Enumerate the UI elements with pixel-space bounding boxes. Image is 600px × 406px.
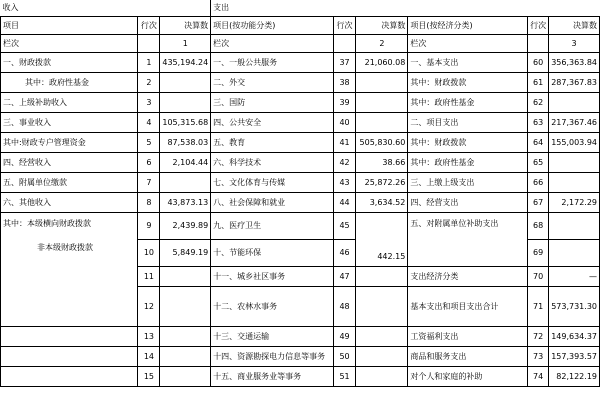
income-row-no: 7: [138, 173, 160, 193]
econ-item: 其中：政府性基金: [408, 93, 528, 113]
func-amount: [356, 73, 408, 93]
income-row-no: 12: [138, 287, 160, 327]
func-item: 十四、资源勘探电力信息等事务: [211, 347, 333, 367]
func-row-no: 51: [333, 367, 356, 387]
expense-section-title: 支出: [211, 0, 600, 17]
func-item: 二、外交: [211, 73, 333, 93]
func-item: 十二、农林水事务: [211, 287, 333, 327]
income-section-title: 收入: [1, 0, 211, 17]
econ-amount: 2,172.29: [549, 193, 600, 213]
income-item: 其中：政府性基金: [1, 73, 138, 93]
econ-amount: [549, 173, 600, 193]
econ-row-no: 62: [528, 93, 549, 113]
econ-item: 五、对附属单位补助支出: [408, 213, 528, 267]
income-row-no: 3: [138, 93, 160, 113]
income-item: 六、其他收入: [1, 193, 138, 213]
income-column-number: 1: [160, 35, 211, 53]
income-amount: [160, 73, 211, 93]
func-row-no: 46: [333, 240, 356, 267]
econ-item: 其中：政府性基金: [408, 153, 528, 173]
econ-row-no: 70: [528, 267, 549, 287]
func-row-no: 49: [333, 327, 356, 347]
income-amount: 2,104.44: [160, 153, 211, 173]
econ-amount: [549, 93, 600, 113]
econ-item: 支出经济分类: [408, 267, 528, 287]
func-amount: 505,830.60: [356, 133, 408, 153]
econ-item: 二、项目支出: [408, 113, 528, 133]
econ-row-header: 行次: [528, 17, 549, 35]
econ-amount: 155,003.94: [549, 133, 600, 153]
econ-row-no: 72: [528, 327, 549, 347]
income-item: [1, 213, 138, 327]
income-item: 五、附属单位缴款: [1, 173, 138, 193]
income-row-no: 15: [138, 367, 160, 387]
income-item: 四、经营收入: [1, 153, 138, 173]
econ-amount: 217,367.46: [549, 113, 600, 133]
func-row-no: 40: [333, 113, 356, 133]
table-row: [1, 367, 600, 387]
econ-row-no: 60: [528, 53, 549, 73]
econ-item: 三、上缴上级支出: [408, 173, 528, 193]
func-item: 五、教育: [211, 133, 333, 153]
income-item: 其中:财政专户管理资金: [1, 133, 138, 153]
func-row-no: 50: [333, 347, 356, 367]
econ-item: 工资福利支出: [408, 327, 528, 347]
func-item: 十五、商业服务业等事务: [211, 367, 333, 387]
func-amount: 3,634.52: [356, 193, 408, 213]
income-amount: 435,194.24: [160, 53, 211, 73]
econ-item: 四、经营支出: [408, 193, 528, 213]
econ-item: 其中：财政拨款: [408, 73, 528, 93]
func-amount: [356, 93, 408, 113]
table-row: [1, 327, 600, 347]
income-row-no: 1: [138, 53, 160, 73]
econ-row-no: 73: [528, 347, 549, 367]
econ-row-no: 68: [528, 213, 549, 240]
econ-amount: —: [549, 267, 600, 287]
econ-row-no: 67: [528, 193, 549, 213]
func-row-no: 41: [333, 133, 356, 153]
func-item: 十三、交通运输: [211, 327, 333, 347]
table-row: [1, 193, 600, 213]
func-amount-header: 决算数: [356, 17, 408, 35]
table-row: [1, 53, 600, 73]
income-amount: 105,315.68: [160, 113, 211, 133]
econ-item: 一、基本支出: [408, 53, 528, 73]
func-item: 三、国防: [211, 93, 333, 113]
func-item: 十一、城乡社区事务: [211, 267, 333, 287]
func-item: 九、医疗卫生: [211, 213, 333, 240]
func-row-no: 44: [333, 193, 356, 213]
income-item-header: 项目: [1, 17, 138, 35]
func-amount: [356, 113, 408, 133]
income-row-no: 11: [138, 267, 160, 287]
econ-amount: 573,731.30: [549, 287, 600, 327]
table-row: [1, 113, 600, 133]
func-row-no: 47: [333, 267, 356, 287]
econ-row-no: 61: [528, 73, 549, 93]
column-number-label: 栏次: [1, 35, 138, 53]
econ-row-no: 65: [528, 153, 549, 173]
income-item: 二、上级补助收入: [1, 93, 138, 113]
func-row-no: 39: [333, 93, 356, 113]
income-row-no: 9: [138, 213, 160, 240]
func-row-no: 48: [333, 287, 356, 327]
func-item-header: 项目(按功能分类): [211, 17, 333, 35]
table-row: [1, 93, 600, 113]
income-row-no: 5: [138, 133, 160, 153]
income-row-no: 13: [138, 327, 160, 347]
func-column-number: 2: [356, 35, 408, 53]
econ-row-no: 64: [528, 133, 549, 153]
func-amount: 38.66: [356, 153, 408, 173]
func-item: 八、社会保障和就业: [211, 193, 333, 213]
income-item: 一、财政拨款: [1, 53, 138, 73]
econ-amount: 287,367.83: [549, 73, 600, 93]
func-amount: 21,060.08: [356, 53, 408, 73]
table-row: [1, 347, 600, 367]
econ-amount: 356,363.84: [549, 53, 600, 73]
econ-amount-header: 决算数: [549, 17, 600, 35]
econ-row-no: 66: [528, 173, 549, 193]
func-item: 七、文化体育与传媒: [211, 173, 333, 193]
func-item: 四、公共安全: [211, 113, 333, 133]
income-row-no: 2: [138, 73, 160, 93]
income-amount: [160, 173, 211, 193]
func-item: 一、一般公共服务: [211, 53, 333, 73]
func-item: 六、科学技术: [211, 153, 333, 173]
econ-item: 基本支出和项目支出合计: [408, 287, 528, 327]
func-amount: 442.15: [356, 213, 408, 267]
econ-amount: 157,393.57: [549, 347, 600, 367]
income-row-no: 14: [138, 347, 160, 367]
econ-amount: [549, 153, 600, 173]
func-row-no: 43: [333, 173, 356, 193]
table-row: [1, 133, 600, 153]
income-row-no: 4: [138, 113, 160, 133]
econ-row-no: 71: [528, 287, 549, 327]
income-item: 三、事业收入: [1, 113, 138, 133]
income-amount: 2,439.89: [160, 213, 211, 240]
econ-row-no: 69: [528, 240, 549, 267]
econ-amount: 149,634.37: [549, 327, 600, 347]
econ-column-number: 3: [549, 35, 600, 53]
table-row: [1, 153, 600, 173]
income-amount: 87,538.03: [160, 133, 211, 153]
table-row: [1, 73, 600, 93]
econ-row-no: 74: [528, 367, 549, 387]
func-row-no: 38: [333, 73, 356, 93]
econ-row-no: 63: [528, 113, 549, 133]
income-amount: 5,849.19: [160, 240, 211, 267]
func-item: 十、节能环保: [211, 240, 333, 267]
income-amount-header: 决算数: [160, 17, 211, 35]
income-row-no: 10: [138, 240, 160, 267]
func-row-no: 42: [333, 153, 356, 173]
econ-item: 其中：财政拨款: [408, 133, 528, 153]
income-row-no: 6: [138, 153, 160, 173]
income-row-no: 8: [138, 193, 160, 213]
func-row-no: 45: [333, 213, 356, 240]
income-amount: 43,873.13: [160, 193, 211, 213]
column-number-label: 栏次: [211, 35, 333, 53]
func-row-header: 行次: [333, 17, 356, 35]
table-row: [1, 173, 600, 193]
econ-amount: 82,122.19: [549, 367, 600, 387]
econ-item-header: 项目(按经济分类): [408, 17, 528, 35]
income-item-line: 非本级财政拨款: [37, 243, 93, 252]
income-item-line: 其中：本级横向财政拨款: [3, 219, 91, 228]
econ-item: 对个人和家庭的补助: [408, 367, 528, 387]
income-amount: [160, 93, 211, 113]
column-number-label: 栏次: [408, 35, 528, 53]
func-row-no: 37: [333, 53, 356, 73]
func-amount: 25,872.26: [356, 173, 408, 193]
table-row: [1, 213, 600, 240]
income-row-header: 行次: [138, 17, 160, 35]
econ-item: 商品和服务支出: [408, 347, 528, 367]
